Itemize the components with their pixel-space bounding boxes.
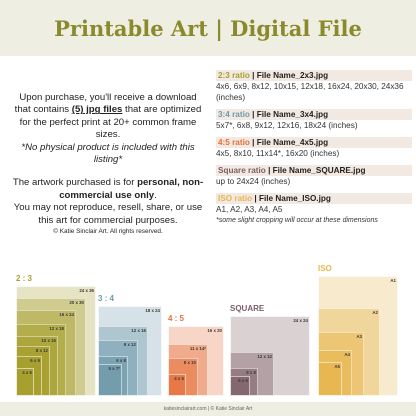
- use-paragraph: [12, 177, 204, 202]
- restriction-text: You may not reproduce, resell, share, or use this art for commercial purposes.: [13, 202, 203, 226]
- purchase-paragraph: [12, 92, 204, 142]
- ratio-label: 4:5 ratio: [218, 138, 250, 147]
- ratio-sizes: up to 24x24 (inches): [216, 177, 291, 186]
- ratio-sizes: 4x6, 6x9, 8x12, 10x15, 12x18, 16x24, 20x30, 24x36 (inches): [216, 82, 404, 102]
- text: The artwork purchased is for: [12, 177, 138, 189]
- footer-text: katiesinclairart.com | © Katie Sinclair Art: [163, 406, 253, 412]
- chart-group-label: 3 : 4: [98, 294, 115, 303]
- ratio-entry-4x5: [216, 137, 412, 159]
- frame-size-label: A1: [390, 278, 396, 283]
- frame-size-label: 12 x 16: [131, 328, 146, 333]
- frame-size-label: 8 x 12: [35, 348, 48, 353]
- frame-size-label: 4 x 6: [22, 370, 32, 375]
- frame-size-label: A4: [344, 352, 350, 357]
- footer: [0, 402, 416, 416]
- frame-size-label: 6 x 6: [238, 378, 248, 383]
- size-chart: [0, 266, 416, 416]
- ratio-entry-2x3: [216, 70, 412, 103]
- physical-note: *No physical product is included with this listing*: [21, 141, 195, 166]
- frame-size-label: A5: [334, 364, 340, 369]
- file-name: | File Name_3x4.jpg: [252, 110, 329, 119]
- frame-size-label: 8 x 10: [183, 360, 196, 365]
- frame-size-label: 18 x 24: [145, 308, 160, 313]
- ratio-entry-square: [216, 165, 412, 187]
- ratio-sizes: A1, A2, A3, A4, A5: [216, 205, 283, 214]
- file-name: | File Name_ISO.jpg: [254, 194, 331, 203]
- chart-group-label: 4 : 5: [168, 314, 185, 323]
- frame-size-label: 5 x 7*: [108, 366, 120, 371]
- ratio-label: 3:4 ratio: [218, 110, 250, 119]
- chart-group-label: ISO: [318, 264, 332, 273]
- frame-size-label: 10 x 15: [41, 338, 56, 343]
- frame-size-label: 8 x 8: [246, 370, 256, 375]
- frame-size-label: 4 x 5: [174, 376, 184, 381]
- ratio-entry-iso: [216, 193, 412, 226]
- frame-size-label: 11 x 14*: [189, 346, 206, 351]
- ratio-list: [216, 70, 412, 232]
- frame-size-label: 24 x 24: [293, 318, 308, 323]
- use-terms: personal, non-commercial use only: [59, 177, 204, 201]
- cropping-note: *some slight cropping will occur at these dimensions: [216, 217, 378, 224]
- ratio-entry-3x4: [216, 109, 412, 131]
- frame-size-label: 6 x 9: [30, 358, 40, 363]
- frame-size-label: 24 x 36: [79, 288, 94, 293]
- frame-size-label: A3: [356, 334, 362, 339]
- ratio-sizes: 5x7*, 6x8, 9x12, 12x16, 18x24 (inches): [216, 121, 358, 130]
- frame-size-label: 9 x 12: [123, 342, 136, 347]
- page-title: Printable Art | Digital File: [54, 15, 362, 41]
- file-name: | File Name_2x3.jpg: [252, 71, 329, 80]
- frame-size-label: 12 x 12: [257, 354, 272, 359]
- chart-group-label: SQUARE: [230, 304, 265, 313]
- frame-size-label: 6 x 8: [116, 358, 126, 363]
- text: Upon purchase, you'll receive a download that contains: [14, 92, 197, 116]
- chart-group-label: 2 : 3: [16, 274, 33, 283]
- file-count: (5) jpg files: [71, 104, 123, 116]
- text: .: [154, 189, 157, 201]
- header-banner: [0, 0, 416, 56]
- copyright-text: © Katie Sinclair Art. All rights reserved.: [53, 228, 163, 236]
- ratio-sizes: 4x5, 8x10, 11x14*, 16x20 (inches): [216, 149, 340, 158]
- text: that are optimized for the perfect print at 20+ common frame sizes.: [19, 104, 202, 141]
- ratio-label: 2:3 ratio: [218, 71, 250, 80]
- ratio-label: ISO ratio: [218, 194, 253, 203]
- file-name: | File Name_SQUARE.jpg: [268, 166, 366, 175]
- frame-size-label: A2: [372, 310, 378, 315]
- purchase-info: [12, 92, 204, 237]
- ratio-label: Square ratio: [218, 166, 266, 175]
- frame-size-label: 20 x 30: [69, 300, 84, 305]
- frame-size-label: 12 x 18: [49, 326, 64, 331]
- frame-size-label: 16 x 20: [207, 328, 222, 333]
- file-name: | File Name_4x5.jpg: [252, 138, 329, 147]
- frame-size-label: 16 x 24: [59, 312, 74, 317]
